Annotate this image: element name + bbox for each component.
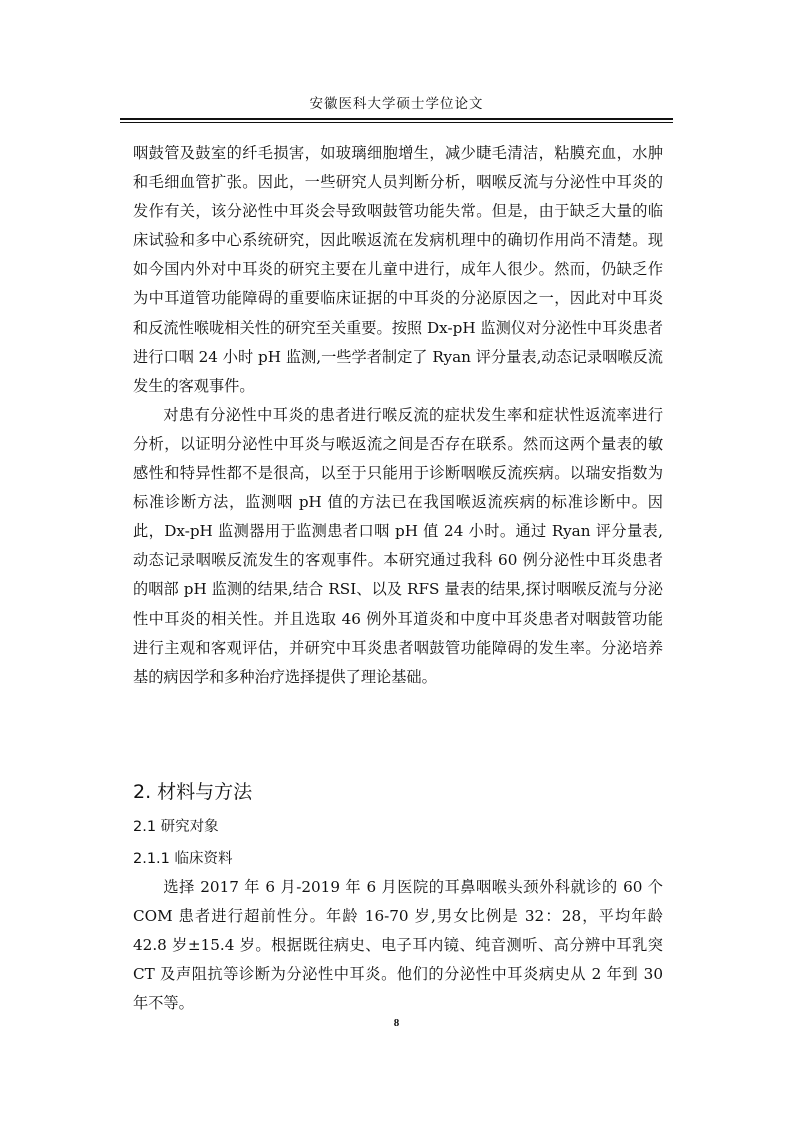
body-text-block xyxy=(133,139,663,692)
subsection-heading: 2.1 研究对象 xyxy=(133,819,219,835)
subsubsection-heading: 2.1.1 临床资料 xyxy=(133,851,233,867)
header-rule xyxy=(120,118,673,120)
paragraph: 对患有分泌性中耳炎的患者进行喉反流的症状发生率和症状性返流率进行分析，以证明分泌性中耳炎与喉返流之间是否存在联系。然而这两个量表的敏感性和特异性都不是很高，以至于只能用于诊断咽喉反流疾病。以瑞安指数为标准诊断方法，监测咽 pH 值的方法已在我国喉返流疾病的标准诊断中。因此，Dx-pH 监测器用于监测患者口咽 pH 值 24 小时。通过 Ryan 评分量表,动态记录咽喉反流发生的客观事件。本研究通过我科 60 例分泌性中耳炎患者的咽部 pH 监测的结果,结合 RSI、以及 RFS 量表的结果,探讨咽喉反流与分泌性中耳炎的相关性。并且选取 46 例外耳道炎和中度中耳炎患者对咽鼓管功能进行主观和客观评估，并研究中耳炎患者咽鼓管功能障碍的发生率。分泌培养基的病因学和多种治疗选择提供了理论基础。 xyxy=(133,405,663,686)
paragraph: 咽鼓管及鼓室的纤毛损害，如玻璃细胞增生，减少睫毛清洁，粘膜充血，水肿和毛细血管扩张。因此，一些研究人员判断分析，咽喉反流与分泌性中耳炎的发作有关，该分泌性中耳炎会导致咽鼓管功能失常。但是，由于缺乏大量的临床试验和多中心系统研究，因此喉返流在发病机理中的确切作用尚不清楚。现如今国内外对中耳炎的研究主要在儿童中进行，成年人很少。然而，仍缺乏作为中耳道管功能障碍的重要临床证据的中耳炎的分泌原因之一，因此对中耳炎和反流性喉咙相关性的研究至关重要。按照 Dx-pH 监测仪对分泌性中耳炎患者进行口咽 24 小时 pH 监测,一些学者制定了 Ryan 评分量表,动态记录咽喉反流发生的客观事件。 xyxy=(133,144,663,395)
body-text-block-2 xyxy=(133,873,663,1018)
page-number: 8 xyxy=(393,1017,400,1029)
section-heading: 2. 材料与方法 xyxy=(133,781,253,803)
paragraph: 选择 2017 年 6 月-2019 年 6 月医院的耳鼻咽喉头颈外科就诊的 60 个 COM 患者进行超前性分。年龄 16-70 岁,男女比例是 32：28，平均年龄 42.8 岁±15.4 岁。根据既往病史、电子耳内镜、纯音测听、高分辨中耳乳突 CT 及声阻抗等诊断为分泌性中耳炎。他们的分泌性中耳炎病史从 2 年到 30 年不等。 xyxy=(133,878,663,1013)
running-header: 安徽医科大学硕士学位论文 xyxy=(309,96,484,112)
header-rule-thin xyxy=(120,122,673,123)
